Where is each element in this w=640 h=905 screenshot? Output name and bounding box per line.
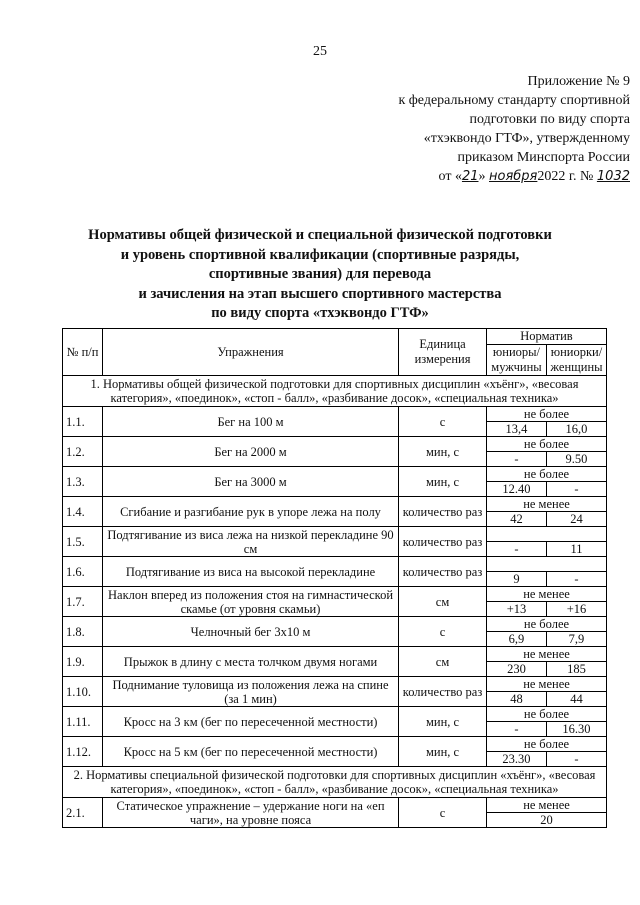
row-condition: не более [486, 707, 606, 722]
row-exercise: Кросс на 5 км (бег по пересеченной местности) [102, 737, 398, 767]
row-female-value: 24 [546, 512, 606, 527]
row-female-value: 16,0 [546, 422, 606, 437]
table-row [63, 557, 607, 572]
row-unit: мин, с [399, 737, 487, 767]
table-row [63, 737, 607, 752]
table-row [63, 497, 607, 512]
section-1-heading: 1. Нормативы общей физической подготовки для спортивных дисциплин «хъёнг», «весовая категория», «поединок», «стоп - балл», «разбивание досок», «специальная техника» [63, 376, 607, 407]
appendix-line-4: «тхэквондо ГТФ», утвержденному [423, 131, 630, 146]
header-exercise: Упражнения [102, 329, 398, 376]
row-num: 1.1. [63, 407, 103, 437]
row-condition: не более [486, 737, 606, 752]
row-2-1-value: 20 [486, 813, 606, 828]
row-exercise: Поднимание туловища из положения лежа на спине (за 1 мин) [102, 677, 398, 707]
appendix-line-5: приказом Минспорта России [457, 150, 630, 165]
row-2-1-condition: не менее [486, 798, 606, 813]
table-row [63, 677, 607, 692]
row-male-value: 12.40 [486, 482, 546, 497]
row-condition: не более [486, 437, 606, 452]
row-num: 1.11. [63, 707, 103, 737]
row-male-value: - [486, 542, 546, 557]
row-male-value: 48 [486, 692, 546, 707]
row-2-1-num: 2.1. [63, 798, 103, 828]
title-line-3: спортивные звания) для перевода [208, 266, 432, 282]
row-male-value: 230 [486, 662, 546, 677]
row-female-value: 7,9 [546, 632, 606, 647]
row-num: 1.6. [63, 557, 103, 587]
header-male: юниоры/ мужчины [486, 345, 546, 376]
row-female-value: - [546, 482, 606, 497]
row-condition: не более [486, 407, 606, 422]
order-number: 1032 [596, 169, 630, 184]
row-unit: мин, с [399, 467, 487, 497]
row-unit: с [399, 407, 487, 437]
norms-table [62, 328, 607, 828]
order-date-line [330, 167, 630, 186]
title-line-2: и уровень спортивной квалификации (спортивные разряды, [120, 246, 520, 263]
row-exercise: Наклон вперед из положения стоя на гимнастической скамье (от уровня скамьи) [102, 587, 398, 617]
row-unit: см [399, 647, 487, 677]
row-male-value: +13 [486, 602, 546, 617]
row-exercise: Кросс на 3 км (бег по пересеченной местности) [102, 707, 398, 737]
row-condition [486, 527, 606, 542]
header-norm: Норматив [486, 329, 606, 345]
row-exercise: Бег на 3000 м [102, 467, 398, 497]
table-row [63, 647, 607, 662]
table-row [63, 437, 607, 452]
row-exercise: Челночный бег 3х10 м [102, 617, 398, 647]
row-exercise: Подтягивание из виса лежа на низкой перекладине 90 см [102, 527, 398, 557]
row-unit: см [399, 587, 487, 617]
row-num: 1.3. [63, 467, 103, 497]
row-male-value: - [486, 452, 546, 467]
date-mid: » [478, 169, 486, 184]
row-male-value: 13,4 [486, 422, 546, 437]
row-female-value: - [546, 752, 606, 767]
row-2-1-name: Статическое упражнение – удержание ноги на «еп чаги», на уровне пояса [102, 798, 398, 828]
appendix-block [330, 72, 630, 186]
row-female-value: +16 [546, 602, 606, 617]
row-num: 1.8. [63, 617, 103, 647]
header-female: юниорки/ женщины [546, 345, 606, 376]
row-exercise: Подтягивание из виса на высокой перекладине [102, 557, 398, 587]
table-row [63, 467, 607, 482]
date-day: 21 [461, 169, 479, 184]
row-num: 1.4. [63, 497, 103, 527]
row-condition: не менее [486, 587, 606, 602]
row-condition: не менее [486, 497, 606, 512]
row-unit: количество раз [399, 527, 487, 557]
date-prefix: от « [438, 169, 462, 184]
table-row [63, 407, 607, 422]
row-unit: количество раз [399, 677, 487, 707]
row-male-value: - [486, 722, 546, 737]
date-month: ноября [489, 169, 538, 184]
title-line-1: Нормативы общей физической и специальной физической подготовки [88, 227, 552, 243]
row-2-1-unit: с [399, 798, 487, 828]
row-female-value: 44 [546, 692, 606, 707]
row-unit: количество раз [399, 497, 487, 527]
row-num: 1.9. [63, 647, 103, 677]
appendix-line-2: к федеральному стандарту спортивной [398, 93, 630, 108]
table-row [63, 707, 607, 722]
row-condition [486, 557, 606, 572]
row-exercise: Прыжок в длину с места толчком двумя ногами [102, 647, 398, 677]
document-title [60, 226, 580, 324]
row-num: 1.7. [63, 587, 103, 617]
row-num: 1.10. [63, 677, 103, 707]
section-2-heading: 2. Нормативы специальной физической подготовки для спортивных дисциплин «хъёнг», «весовая категория», «поединок», «стоп - балл», «разбивание досок», «специальная техника» [63, 767, 607, 798]
row-unit: мин, с [399, 437, 487, 467]
row-exercise: Сгибание и разгибание рук в упоре лежа на полу [102, 497, 398, 527]
row-unit: мин, с [399, 707, 487, 737]
row-unit: количество раз [399, 557, 487, 587]
table-row [63, 527, 607, 542]
row-female-value: 9.50 [546, 452, 606, 467]
row-condition: не менее [486, 647, 606, 662]
row-num: 1.12. [63, 737, 103, 767]
row-unit: с [399, 617, 487, 647]
row-condition: не более [486, 617, 606, 632]
row-exercise: Бег на 2000 м [102, 437, 398, 467]
row-male-value: 6,9 [486, 632, 546, 647]
table-row [63, 617, 607, 632]
row-female-value: 16.30 [546, 722, 606, 737]
row-condition: не менее [486, 677, 606, 692]
date-year: 2022 г. № [537, 169, 594, 184]
row-condition: не более [486, 467, 606, 482]
row-num: 1.2. [63, 437, 103, 467]
header-unit: Единица измерения [399, 329, 487, 376]
table-row [63, 587, 607, 602]
appendix-line-3: подготовки по виду спорта [469, 112, 630, 127]
row-male-value: 42 [486, 512, 546, 527]
row-female-value: 185 [546, 662, 606, 677]
row-num: 1.5. [63, 527, 103, 557]
appendix-line-1: Приложение № 9 [527, 74, 630, 89]
row-exercise: Бег на 100 м [102, 407, 398, 437]
title-line-4: и зачисления на этап высшего спортивного мастерства [138, 285, 502, 302]
title-line-5: по виду спорта «тхэквондо ГТФ» [211, 305, 429, 321]
row-female-value: 11 [546, 542, 606, 557]
header-num: № п/п [63, 329, 103, 376]
page-number: 25 [313, 44, 327, 59]
row-male-value: 9 [486, 572, 546, 587]
row-male-value: 23.30 [486, 752, 546, 767]
row-female-value: - [546, 572, 606, 587]
